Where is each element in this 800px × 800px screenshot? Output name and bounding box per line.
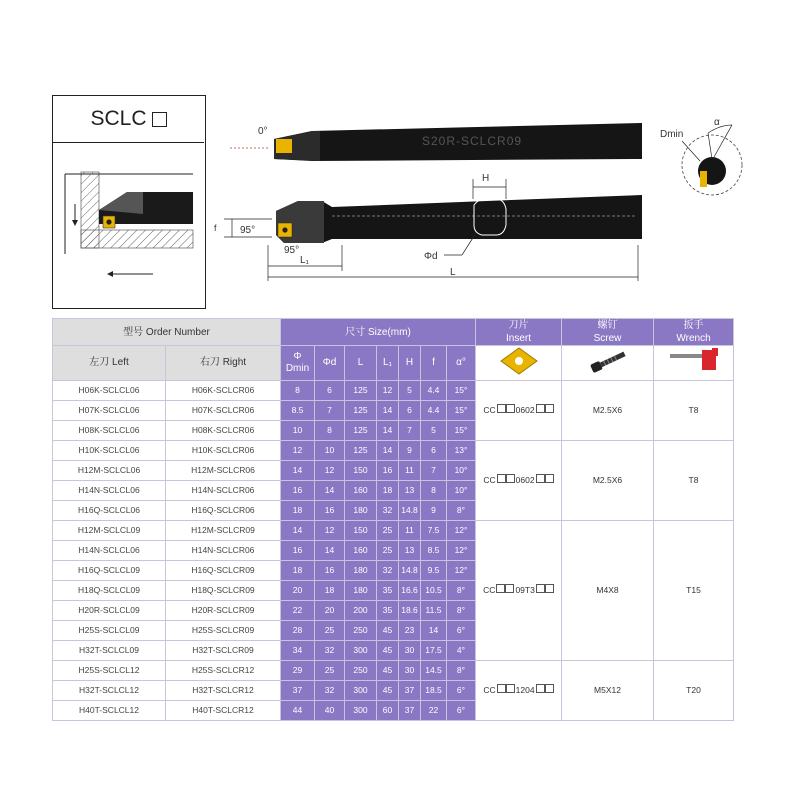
- cell-phid: 14: [315, 541, 345, 561]
- end-view: [660, 117, 742, 195]
- cell-h: 5: [399, 381, 421, 401]
- cell-dmin: 18: [281, 561, 315, 581]
- cell-h: 14.8: [399, 561, 421, 581]
- cell-f: 11.5: [421, 601, 447, 621]
- tool-top-view: [230, 123, 642, 161]
- cell-alpha: 12°: [447, 541, 476, 561]
- cell-alpha: 8°: [447, 661, 476, 681]
- dim-f-label: f: [214, 223, 217, 233]
- cell-dmin: 28: [281, 621, 315, 641]
- cell-left-code: H08K-SCLCL06: [53, 421, 166, 441]
- cell-f: 17.5: [421, 641, 447, 661]
- size-header: 尺寸 Size(mm): [281, 319, 476, 346]
- cell-right-code: H32T-SCLCR09: [166, 641, 281, 661]
- cell-alpha: 6°: [447, 701, 476, 721]
- cell-h: 16.6: [399, 581, 421, 601]
- cell-phid: 32: [315, 681, 345, 701]
- cell-dmin: 22: [281, 601, 315, 621]
- screw-spec-cell: M4X8: [562, 521, 654, 661]
- cell-l1: 35: [377, 601, 399, 621]
- col-phid-header: Φd: [315, 346, 345, 381]
- header-row-1: [53, 319, 734, 346]
- cell-alpha: 13°: [447, 441, 476, 461]
- cell-dmin: 12: [281, 441, 315, 461]
- profile-panel: [52, 95, 206, 309]
- cell-l: 160: [345, 541, 377, 561]
- left-header: 左刀 Left: [53, 346, 166, 381]
- cell-l: 250: [345, 621, 377, 641]
- cell-right-code: H06K-SCLCR06: [166, 381, 281, 401]
- screw-spec-cell: M5X12: [562, 661, 654, 721]
- cell-h: 6: [399, 401, 421, 421]
- cell-right-code: H12M-SCLCR06: [166, 461, 281, 481]
- cell-dmin: 10: [281, 421, 315, 441]
- angle-zero-label: 0°: [258, 126, 268, 137]
- screw-image-cell: [562, 346, 654, 381]
- cell-left-code: H20R-SCLCL09: [53, 601, 166, 621]
- cell-phid: 25: [315, 621, 345, 641]
- cell-dmin: 14: [281, 521, 315, 541]
- cell-left-code: H40T-SCLCL12: [53, 701, 166, 721]
- spec-table-body: [53, 381, 734, 721]
- cell-dmin: 8: [281, 381, 315, 401]
- cell-alpha: 8°: [447, 501, 476, 521]
- cell-h: 11: [399, 461, 421, 481]
- cell-l: 125: [345, 441, 377, 461]
- panel-title: [53, 96, 204, 143]
- cell-phid: 14: [315, 481, 345, 501]
- cell-right-code: H08K-SCLCR06: [166, 421, 281, 441]
- cell-l1: 12: [377, 381, 399, 401]
- cell-f: 9.5: [421, 561, 447, 581]
- cell-dmin: 34: [281, 641, 315, 661]
- col-dmin-header: Φ Dmin: [281, 346, 315, 381]
- cell-l1: 14: [377, 421, 399, 441]
- cell-dmin: 37: [281, 681, 315, 701]
- cell-f: 9: [421, 501, 447, 521]
- dim-l1-label: L₁: [300, 255, 309, 266]
- cell-left-code: H18Q-SCLCL09: [53, 581, 166, 601]
- cell-dmin: 14: [281, 461, 315, 481]
- col-l-header: L: [345, 346, 377, 381]
- cell-f: 14.5: [421, 661, 447, 681]
- cell-l: 125: [345, 401, 377, 421]
- cell-f: 4.4: [421, 401, 447, 421]
- col-f-header: f: [421, 346, 447, 381]
- cell-phid: 8: [315, 421, 345, 441]
- cell-alpha: 10°: [447, 481, 476, 501]
- cell-l: 150: [345, 521, 377, 541]
- cell-alpha: 12°: [447, 521, 476, 541]
- order-number-header: 型号 Order Number: [53, 319, 281, 346]
- cell-f: 14: [421, 621, 447, 641]
- cell-alpha: 15°: [447, 421, 476, 441]
- cell-l1: 35: [377, 581, 399, 601]
- cell-dmin: 18: [281, 501, 315, 521]
- cell-f: 8: [421, 481, 447, 501]
- insert-icon: [499, 346, 539, 376]
- cell-l1: 14: [377, 441, 399, 461]
- dim-phid-label: Φd: [424, 251, 438, 262]
- cell-h: 30: [399, 641, 421, 661]
- cell-left-code: H06K-SCLCL06: [53, 381, 166, 401]
- cell-h: 37: [399, 701, 421, 721]
- cell-right-code: H10K-SCLCR06: [166, 441, 281, 461]
- cell-f: 6: [421, 441, 447, 461]
- cell-l1: 25: [377, 521, 399, 541]
- table-row: [53, 381, 734, 401]
- cell-f: 7.5: [421, 521, 447, 541]
- cell-h: 13: [399, 541, 421, 561]
- cell-l: 250: [345, 661, 377, 681]
- dim-h-label: H: [482, 173, 490, 184]
- insert-spec-cell: CC 1204: [476, 661, 562, 721]
- tool-drawing: [212, 95, 800, 315]
- cell-h: 13: [399, 481, 421, 501]
- cell-right-code: H40T-SCLCR12: [166, 701, 281, 721]
- workpiece-diagram: [53, 144, 205, 308]
- cell-phid: 40: [315, 701, 345, 721]
- cell-l: 200: [345, 601, 377, 621]
- cell-f: 10.5: [421, 581, 447, 601]
- cell-alpha: 15°: [447, 381, 476, 401]
- cell-dmin: 20: [281, 581, 315, 601]
- cell-phid: 16: [315, 501, 345, 521]
- cell-left-code: H16Q-SCLCL09: [53, 561, 166, 581]
- insert-spec-cell: CC 0602: [476, 381, 562, 441]
- placeholder-square-icon: [152, 112, 167, 127]
- cell-phid: 12: [315, 521, 345, 541]
- cell-f: 4.4: [421, 381, 447, 401]
- cell-right-code: H14N-SCLCR06: [166, 541, 281, 561]
- cell-right-code: H32T-SCLCR12: [166, 681, 281, 701]
- header-row-2: [53, 346, 734, 381]
- cell-alpha: 6°: [447, 621, 476, 641]
- cell-h: 14.8: [399, 501, 421, 521]
- cell-phid: 7: [315, 401, 345, 421]
- cell-alpha: 6°: [447, 681, 476, 701]
- cell-left-code: H12M-SCLCL06: [53, 461, 166, 481]
- cell-dmin: 16: [281, 481, 315, 501]
- table-row: [53, 441, 734, 461]
- cell-l1: 45: [377, 661, 399, 681]
- insert-spec-cell: CC 0602: [476, 441, 562, 521]
- cell-phid: 18: [315, 581, 345, 601]
- cell-left-code: H10K-SCLCL06: [53, 441, 166, 461]
- cell-dmin: 29: [281, 661, 315, 681]
- cell-phid: 6: [315, 381, 345, 401]
- cell-l1: 25: [377, 541, 399, 561]
- cell-phid: 20: [315, 601, 345, 621]
- cell-left-code: H32T-SCLCL12: [53, 681, 166, 701]
- cell-l1: 32: [377, 561, 399, 581]
- cell-right-code: H20R-SCLCR09: [166, 601, 281, 621]
- cell-l: 180: [345, 561, 377, 581]
- cell-l: 180: [345, 581, 377, 601]
- cell-l: 300: [345, 701, 377, 721]
- cell-f: 7: [421, 461, 447, 481]
- wrench-spec-cell: T15: [654, 521, 734, 661]
- cell-left-code: H07K-SCLCL06: [53, 401, 166, 421]
- cell-right-code: H07K-SCLCR06: [166, 401, 281, 421]
- cell-f: 5: [421, 421, 447, 441]
- cell-phid: 16: [315, 561, 345, 581]
- angle-95-label-b: 95°: [284, 245, 300, 256]
- cell-h: 9: [399, 441, 421, 461]
- cell-f: 18.5: [421, 681, 447, 701]
- cell-h: 23: [399, 621, 421, 641]
- dim-dmin-label: Dmin: [660, 129, 684, 140]
- wrench-header: 扳手 Wrench: [654, 319, 734, 346]
- cell-right-code: H25S-SCLCR09: [166, 621, 281, 641]
- cell-l: 180: [345, 501, 377, 521]
- tool-side-view: [276, 195, 642, 243]
- cell-left-code: H25S-SCLCL12: [53, 661, 166, 681]
- cell-left-code: H16Q-SCLCL06: [53, 501, 166, 521]
- cell-right-code: H14N-SCLCR06: [166, 481, 281, 501]
- wrench-icon: [664, 346, 724, 376]
- dim-alpha-label: α: [714, 117, 720, 128]
- insert-spec-cell: CC 09T3: [476, 521, 562, 661]
- cell-alpha: 12°: [447, 561, 476, 581]
- cell-alpha: 4°: [447, 641, 476, 661]
- cell-right-code: H16Q-SCLCR06: [166, 501, 281, 521]
- cell-h: 7: [399, 421, 421, 441]
- cell-left-code: H14N-SCLCL06: [53, 541, 166, 561]
- wrench-image-cell: [654, 346, 734, 381]
- col-h-header: H: [399, 346, 421, 381]
- cell-dmin: 44: [281, 701, 315, 721]
- cell-l1: 16: [377, 461, 399, 481]
- insert-image-cell: [476, 346, 562, 381]
- cell-l: 300: [345, 681, 377, 701]
- cell-l1: 45: [377, 621, 399, 641]
- cell-phid: 25: [315, 661, 345, 681]
- cell-h: 11: [399, 521, 421, 541]
- cell-h: 18.6: [399, 601, 421, 621]
- tool-engraving: S20R-SCLCR09: [422, 134, 523, 148]
- cell-right-code: H25S-SCLCR12: [166, 661, 281, 681]
- cell-f: 22: [421, 701, 447, 721]
- cell-left-code: H12M-SCLCL09: [53, 521, 166, 541]
- col-l1-header: L₁: [377, 346, 399, 381]
- cell-l: 300: [345, 641, 377, 661]
- screw-spec-cell: M2.5X6: [562, 381, 654, 441]
- cell-l1: 14: [377, 401, 399, 421]
- cell-alpha: 8°: [447, 581, 476, 601]
- cell-l1: 18: [377, 481, 399, 501]
- cell-alpha: 10°: [447, 461, 476, 481]
- cell-right-code: H18Q-SCLCR09: [166, 581, 281, 601]
- screw-header: 螺钉 Screw: [562, 319, 654, 346]
- angle-95-label-a: 95°: [240, 225, 256, 236]
- cell-phid: 12: [315, 461, 345, 481]
- wrench-spec-cell: T8: [654, 441, 734, 521]
- cell-phid: 32: [315, 641, 345, 661]
- dim-l-label: L: [450, 267, 456, 278]
- panel-title-text: SCLC: [90, 107, 147, 130]
- wrench-spec-cell: T8: [654, 381, 734, 441]
- cell-l1: 45: [377, 641, 399, 661]
- screw-icon: [584, 346, 632, 376]
- cell-phid: 10: [315, 441, 345, 461]
- cell-dmin: 16: [281, 541, 315, 561]
- cell-l1: 32: [377, 501, 399, 521]
- cell-l: 150: [345, 461, 377, 481]
- cell-f: 8.5: [421, 541, 447, 561]
- wrench-spec-cell: T20: [654, 661, 734, 721]
- spec-table: [52, 318, 734, 721]
- cell-right-code: H16Q-SCLCR09: [166, 561, 281, 581]
- cell-l: 160: [345, 481, 377, 501]
- insert-header: 刀片 Insert: [476, 319, 562, 346]
- cell-left-code: H25S-SCLCL09: [53, 621, 166, 641]
- cell-right-code: H12M-SCLCR09: [166, 521, 281, 541]
- cell-h: 37: [399, 681, 421, 701]
- cell-l1: 45: [377, 681, 399, 701]
- screw-spec-cell: M2.5X6: [562, 441, 654, 521]
- cell-l: 125: [345, 381, 377, 401]
- table-row: [53, 661, 734, 681]
- cell-left-code: H14N-SCLCL06: [53, 481, 166, 501]
- right-header: 右刀 Right: [166, 346, 281, 381]
- cell-l: 125: [345, 421, 377, 441]
- cell-alpha: 8°: [447, 601, 476, 621]
- cell-l1: 60: [377, 701, 399, 721]
- table-row: [53, 521, 734, 541]
- cell-h: 30: [399, 661, 421, 681]
- cell-alpha: 15°: [447, 401, 476, 421]
- cell-dmin: 8.5: [281, 401, 315, 421]
- col-alpha-header: α°: [447, 346, 476, 381]
- cell-left-code: H32T-SCLCL09: [53, 641, 166, 661]
